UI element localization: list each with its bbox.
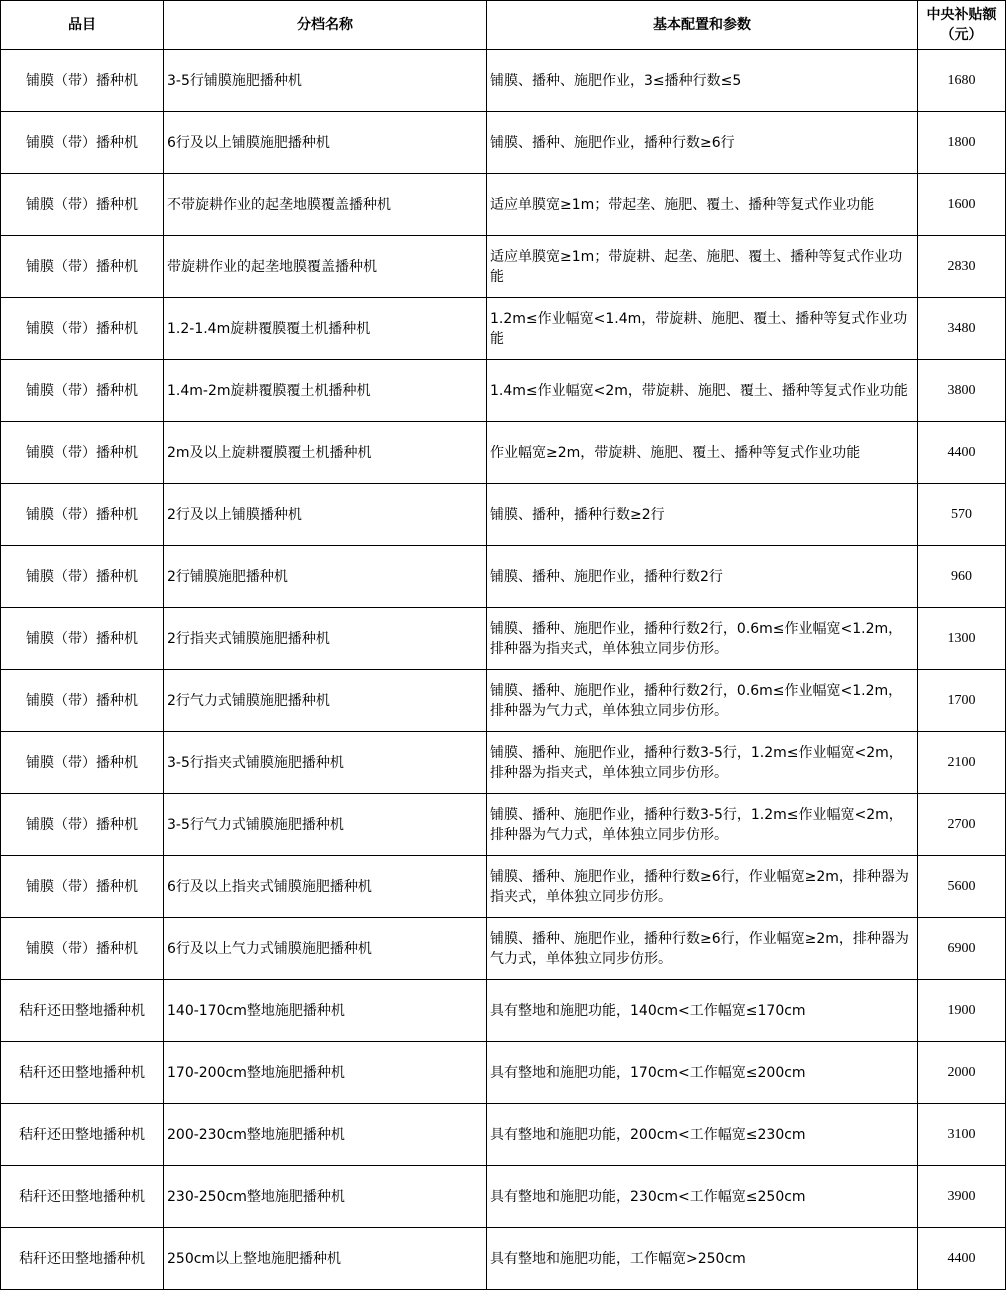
header-category: 品目 <box>1 1 164 50</box>
amount-cell: 960 <box>918 546 1006 608</box>
category-cell: 铺膜（带）播种机 <box>1 112 164 174</box>
table-row <box>1 422 1006 484</box>
spec-cell: 铺膜、播种、施肥作业，播种行数≥6行，作业幅宽≥2m，排种器为指夹式，单体独立同步仿形。 <box>487 856 918 918</box>
table-row <box>1 484 1006 546</box>
spec-cell: 1.2m≤作业幅宽<1.4m，带旋耕、施肥、覆土、播种等复式作业功能 <box>487 298 918 360</box>
tier-name-cell: 带旋耕作业的起垄地膜覆盖播种机 <box>164 236 487 298</box>
amount-cell: 1700 <box>918 670 1006 732</box>
amount-cell: 3100 <box>918 1104 1006 1166</box>
category-cell: 铺膜（带）播种机 <box>1 670 164 732</box>
spec-cell: 具有整地和施肥功能，200cm<工作幅宽≤230cm <box>487 1104 918 1166</box>
category-cell: 秸秆还田整地播种机 <box>1 980 164 1042</box>
amount-cell: 1900 <box>918 980 1006 1042</box>
spec-cell: 铺膜、播种、施肥作业，3≤播种行数≤5 <box>487 50 918 112</box>
tier-name-cell: 2m及以上旋耕覆膜覆土机播种机 <box>164 422 487 484</box>
category-cell: 铺膜（带）播种机 <box>1 484 164 546</box>
category-cell: 秸秆还田整地播种机 <box>1 1166 164 1228</box>
amount-cell: 1300 <box>918 608 1006 670</box>
table-row <box>1 236 1006 298</box>
table-row <box>1 50 1006 112</box>
spec-cell: 铺膜、播种、施肥作业，播种行数3-5行，1.2m≤作业幅宽<2m，排种器为指夹式，单体独立同步仿形。 <box>487 732 918 794</box>
tier-name-cell: 200-230cm整地施肥播种机 <box>164 1104 487 1166</box>
tier-name-cell: 3-5行指夹式铺膜施肥播种机 <box>164 732 487 794</box>
tier-name-cell: 170-200cm整地施肥播种机 <box>164 1042 487 1104</box>
tier-name-cell: 不带旋耕作业的起垄地膜覆盖播种机 <box>164 174 487 236</box>
spec-cell: 铺膜、播种、施肥作业，播种行数≥6行 <box>487 112 918 174</box>
amount-cell: 3480 <box>918 298 1006 360</box>
table-row <box>1 670 1006 732</box>
table-row <box>1 732 1006 794</box>
amount-cell: 2100 <box>918 732 1006 794</box>
table-row <box>1 174 1006 236</box>
table-body <box>1 50 1006 1290</box>
amount-cell: 3900 <box>918 1166 1006 1228</box>
amount-cell: 2700 <box>918 794 1006 856</box>
tier-name-cell: 3-5行气力式铺膜施肥播种机 <box>164 794 487 856</box>
table-header <box>1 1 1006 50</box>
amount-cell: 5600 <box>918 856 1006 918</box>
header-spec: 基本配置和参数 <box>487 1 918 50</box>
amount-cell: 4400 <box>918 422 1006 484</box>
table-row <box>1 1228 1006 1290</box>
category-cell: 铺膜（带）播种机 <box>1 546 164 608</box>
category-cell: 秸秆还田整地播种机 <box>1 1228 164 1290</box>
amount-cell: 1600 <box>918 174 1006 236</box>
amount-cell: 4400 <box>918 1228 1006 1290</box>
tier-name-cell: 230-250cm整地施肥播种机 <box>164 1166 487 1228</box>
table-row <box>1 1104 1006 1166</box>
tier-name-cell: 3-5行铺膜施肥播种机 <box>164 50 487 112</box>
amount-cell: 570 <box>918 484 1006 546</box>
tier-name-cell: 250cm以上整地施肥播种机 <box>164 1228 487 1290</box>
tier-name-cell: 2行气力式铺膜施肥播种机 <box>164 670 487 732</box>
category-cell: 铺膜（带）播种机 <box>1 794 164 856</box>
table-row <box>1 856 1006 918</box>
amount-cell: 1680 <box>918 50 1006 112</box>
tier-name-cell: 2行指夹式铺膜施肥播种机 <box>164 608 487 670</box>
spec-cell: 铺膜、播种、施肥作业，播种行数≥6行，作业幅宽≥2m，排种器为气力式，单体独立同步仿形。 <box>487 918 918 980</box>
category-cell: 铺膜（带）播种机 <box>1 236 164 298</box>
tier-name-cell: 140-170cm整地施肥播种机 <box>164 980 487 1042</box>
category-cell: 铺膜（带）播种机 <box>1 918 164 980</box>
table-row <box>1 298 1006 360</box>
header-amount: 中央补贴额（元） <box>918 1 1006 50</box>
tier-name-cell: 6行及以上气力式铺膜施肥播种机 <box>164 918 487 980</box>
table-row <box>1 1166 1006 1228</box>
spec-cell: 具有整地和施肥功能，工作幅宽>250cm <box>487 1228 918 1290</box>
category-cell: 秸秆还田整地播种机 <box>1 1104 164 1166</box>
table-row <box>1 980 1006 1042</box>
tier-name-cell: 1.2-1.4m旋耕覆膜覆土机播种机 <box>164 298 487 360</box>
spec-cell: 铺膜、播种，播种行数≥2行 <box>487 484 918 546</box>
amount-cell: 6900 <box>918 918 1006 980</box>
table-row <box>1 794 1006 856</box>
tier-name-cell: 2行及以上铺膜播种机 <box>164 484 487 546</box>
tier-name-cell: 2行铺膜施肥播种机 <box>164 546 487 608</box>
spec-cell: 铺膜、播种、施肥作业，播种行数2行 <box>487 546 918 608</box>
table-row <box>1 1042 1006 1104</box>
amount-cell: 3800 <box>918 360 1006 422</box>
spec-cell: 1.4m≤作业幅宽<2m，带旋耕、施肥、覆土、播种等复式作业功能 <box>487 360 918 422</box>
amount-cell: 2830 <box>918 236 1006 298</box>
spec-cell: 具有整地和施肥功能，140cm<工作幅宽≤170cm <box>487 980 918 1042</box>
tier-name-cell: 1.4m-2m旋耕覆膜覆土机播种机 <box>164 360 487 422</box>
table-row <box>1 112 1006 174</box>
table-row <box>1 546 1006 608</box>
header-row <box>1 1 1006 50</box>
table-row <box>1 918 1006 980</box>
spec-cell: 作业幅宽≥2m，带旋耕、施肥、覆土、播种等复式作业功能 <box>487 422 918 484</box>
category-cell: 铺膜（带）播种机 <box>1 50 164 112</box>
category-cell: 铺膜（带）播种机 <box>1 608 164 670</box>
spec-cell: 铺膜、播种、施肥作业，播种行数3-5行，1.2m≤作业幅宽<2m，排种器为气力式，单体独立同步仿形。 <box>487 794 918 856</box>
tier-name-cell: 6行及以上指夹式铺膜施肥播种机 <box>164 856 487 918</box>
table-row <box>1 360 1006 422</box>
category-cell: 铺膜（带）播种机 <box>1 422 164 484</box>
table-row <box>1 608 1006 670</box>
amount-cell: 1800 <box>918 112 1006 174</box>
category-cell: 铺膜（带）播种机 <box>1 298 164 360</box>
spec-cell: 具有整地和施肥功能，170cm<工作幅宽≤200cm <box>487 1042 918 1104</box>
spec-cell: 铺膜、播种、施肥作业，播种行数2行，0.6m≤作业幅宽<1.2m，排种器为指夹式，单体独立同步仿形。 <box>487 608 918 670</box>
spec-cell: 适应单膜宽≥1m；带旋耕、起垄、施肥、覆土、播种等复式作业功能 <box>487 236 918 298</box>
category-cell: 秸秆还田整地播种机 <box>1 1042 164 1104</box>
category-cell: 铺膜（带）播种机 <box>1 360 164 422</box>
spec-cell: 具有整地和施肥功能，230cm<工作幅宽≤250cm <box>487 1166 918 1228</box>
spec-cell: 适应单膜宽≥1m；带起垄、施肥、覆土、播种等复式作业功能 <box>487 174 918 236</box>
amount-cell: 2000 <box>918 1042 1006 1104</box>
spec-cell: 铺膜、播种、施肥作业，播种行数2行，0.6m≤作业幅宽<1.2m，排种器为气力式，单体独立同步仿形。 <box>487 670 918 732</box>
category-cell: 铺膜（带）播种机 <box>1 174 164 236</box>
header-tier-name: 分档名称 <box>164 1 487 50</box>
tier-name-cell: 6行及以上铺膜施肥播种机 <box>164 112 487 174</box>
category-cell: 铺膜（带）播种机 <box>1 856 164 918</box>
category-cell: 铺膜（带）播种机 <box>1 732 164 794</box>
